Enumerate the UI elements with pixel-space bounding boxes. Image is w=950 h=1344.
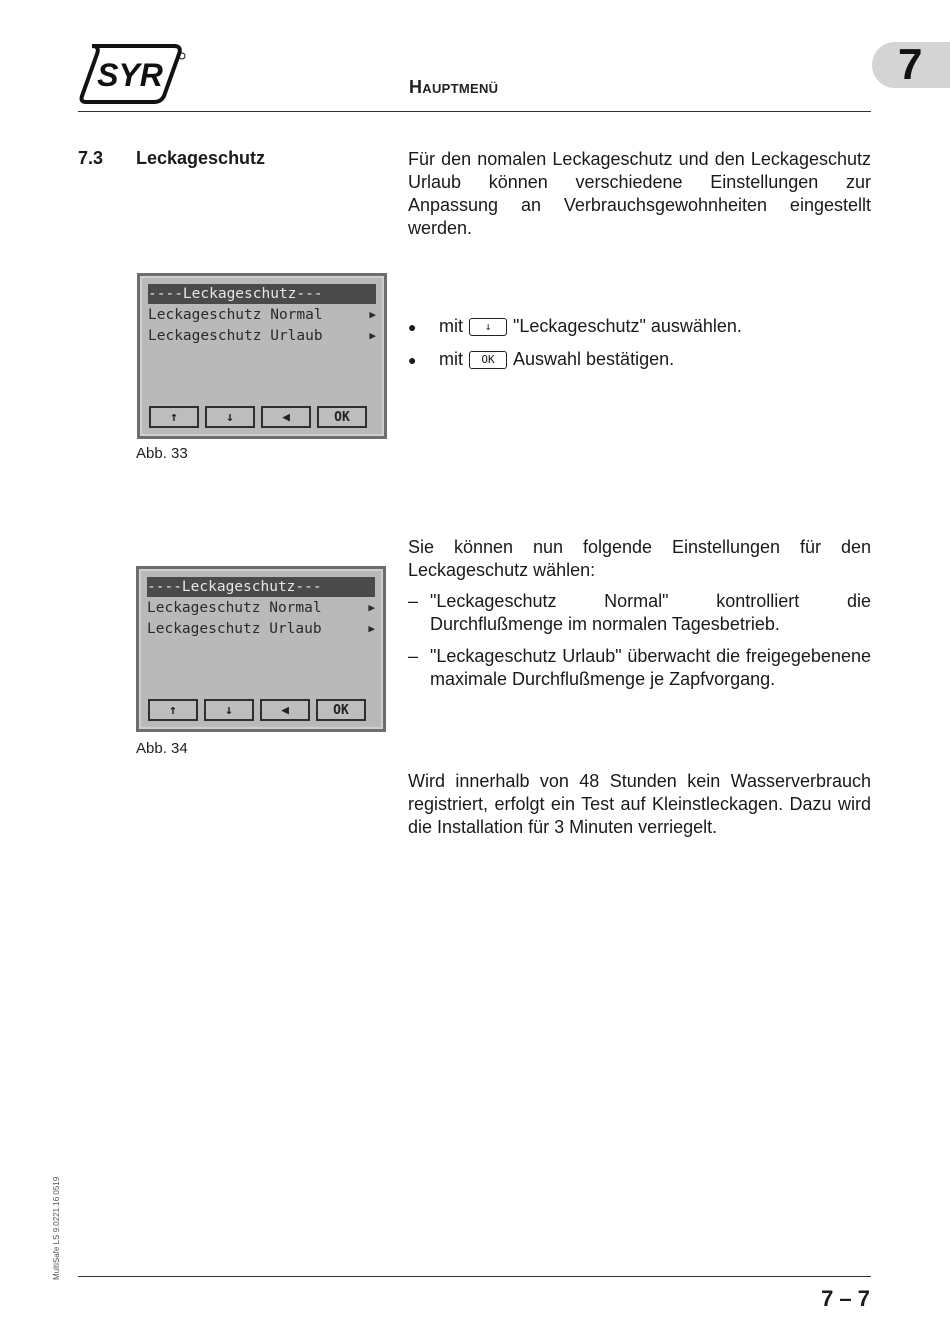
up-button: ↑ bbox=[148, 699, 198, 721]
lcd-heading-line: ----Leckageschutz--- bbox=[148, 284, 376, 304]
bullet-icon: ● bbox=[408, 318, 417, 335]
lcd-menu-item: Leckageschutz Urlaub ▶ bbox=[148, 328, 376, 344]
ok-key-icon: OK bbox=[469, 351, 507, 369]
settings-list bbox=[408, 590, 871, 700]
dash-icon: – bbox=[408, 591, 419, 611]
right-arrow-icon: ▶ bbox=[369, 329, 376, 342]
page-header-title: Hauptmenü bbox=[409, 77, 499, 97]
back-button: ◀ bbox=[261, 406, 311, 428]
figure-caption: Abb. 33 bbox=[136, 445, 188, 462]
logo-text: SYR bbox=[97, 57, 163, 93]
bullet-icon: ● bbox=[408, 351, 417, 368]
lcd-menu-item: Leckageschutz Normal ▶ bbox=[147, 600, 375, 616]
footer-divider bbox=[78, 1276, 871, 1277]
lcd-menu-item: Leckageschutz Urlaub ▶ bbox=[147, 621, 375, 637]
step-list bbox=[408, 310, 871, 376]
header-divider bbox=[78, 111, 871, 112]
section-number: 7.3 bbox=[78, 148, 104, 168]
settings-intro: Sie können nun folgende Einstellungen für den Leckageschutz wählen: bbox=[408, 537, 871, 580]
note-paragraph: Wird innerhalb von 48 Stunden kein Wasserverbrauch registriert, erfolgt ein Test auf Kleinstleckagen. Dazu wird die Installation für 3 Minuten verriegelt. bbox=[408, 771, 871, 837]
down-button: ↓ bbox=[205, 406, 255, 428]
right-arrow-icon: ▶ bbox=[368, 601, 375, 614]
figure-caption: Abb. 34 bbox=[136, 740, 188, 757]
intro-paragraph: Für den nomalen Leckageschutz und den Leckageschutz Urlaub können verschiedene Einstellungen zur Anpassung an Verbrauchsgewohnheiten eingestellt werden. bbox=[408, 149, 871, 238]
lcd-display bbox=[136, 566, 386, 732]
step-item: ● mit OK Auswahl bestätigen. bbox=[408, 349, 675, 369]
chapter-number: 7 bbox=[898, 40, 923, 89]
right-arrow-icon: ▶ bbox=[369, 308, 376, 321]
up-button: ↑ bbox=[149, 406, 199, 428]
back-button: ◀ bbox=[260, 699, 310, 721]
down-button: ↓ bbox=[204, 699, 254, 721]
step-item: ● mit ↓ "Leckageschutz" auswählen. bbox=[408, 316, 742, 336]
right-arrow-icon: ▶ bbox=[368, 622, 375, 635]
down-key-icon: ↓ bbox=[469, 318, 507, 336]
syr-logo bbox=[78, 40, 188, 106]
dash-icon: – bbox=[408, 646, 419, 666]
lcd-heading-line: ----Leckageschutz--- bbox=[147, 577, 375, 597]
document-code: MultiSafe LS 9.0221.16 0519 bbox=[52, 1176, 61, 1280]
lcd-menu-item: Leckageschutz Normal ▶ bbox=[148, 307, 376, 323]
ok-button: OK bbox=[317, 406, 367, 428]
lcd-display bbox=[137, 273, 387, 439]
ok-button: OK bbox=[316, 699, 366, 721]
settings-item: – "Leckageschutz Normal" kontrolliert die Durchflußmenge im normalen Tagesbetrieb. bbox=[408, 591, 871, 634]
page-number: 7 – 7 bbox=[821, 1286, 870, 1311]
section-title: Leckageschutz bbox=[136, 148, 266, 168]
settings-item: – "Leckageschutz Urlaub" überwacht die freigegebenene maximale Durchflußmenge je Zapfvorgang. bbox=[408, 646, 871, 689]
